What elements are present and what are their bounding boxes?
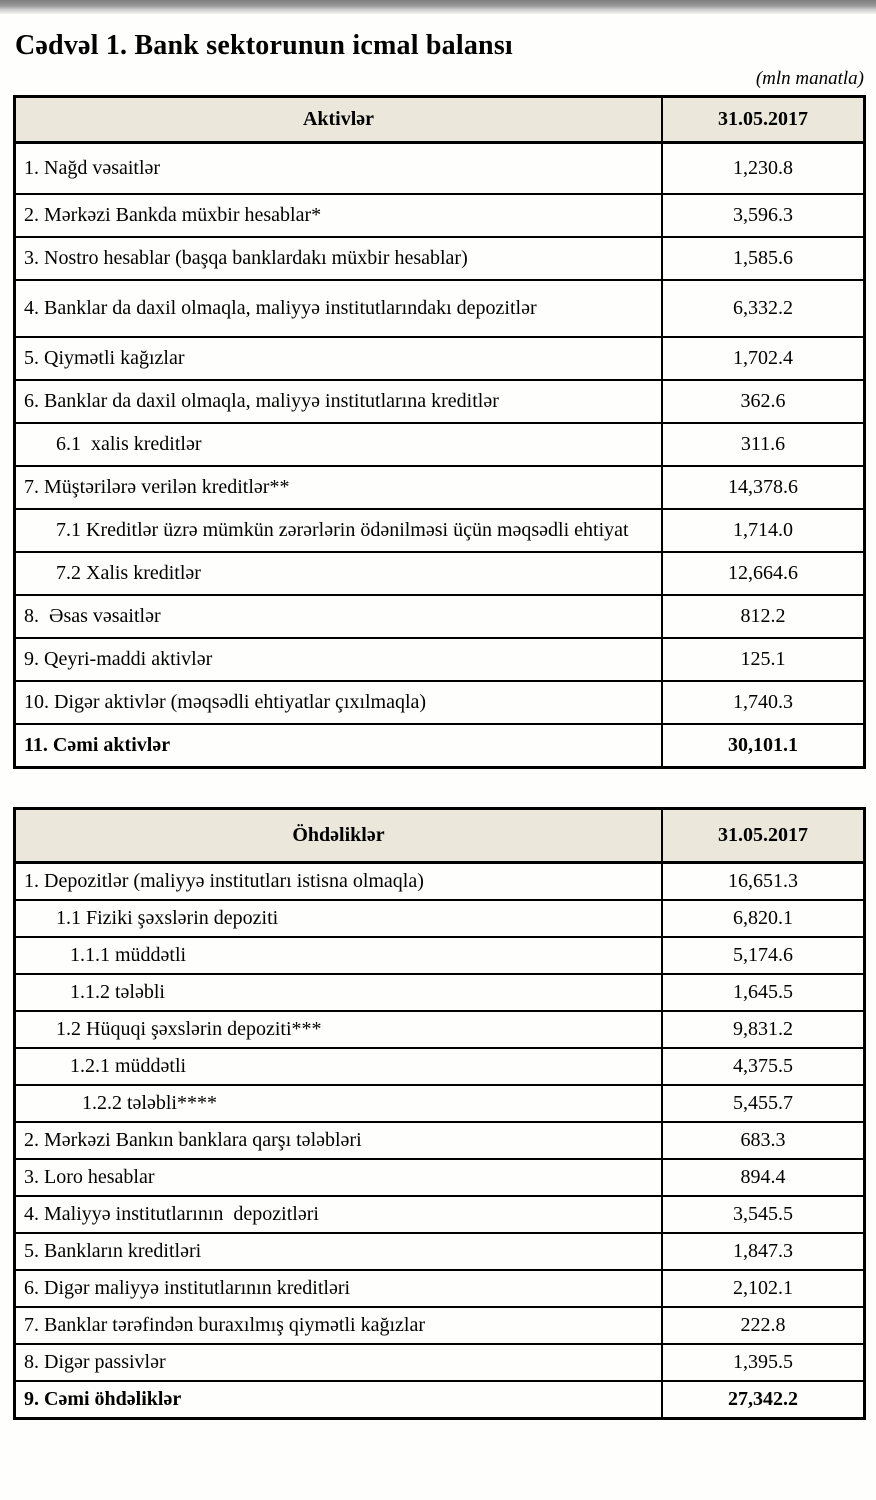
- row-label: 5. Qiymətli kağızlar: [15, 337, 663, 380]
- row-value: 1,645.5: [662, 974, 865, 1011]
- assets-table-body: [15, 143, 865, 768]
- row-value: 2,102.1: [662, 1270, 865, 1307]
- row-value: 1,702.4: [662, 337, 865, 380]
- row-label: 2. Mərkəzi Bankın banklara qarşı tələbləri: [15, 1122, 663, 1159]
- table-row: [15, 509, 865, 552]
- table-row: [15, 1381, 865, 1419]
- row-value: 362.6: [662, 380, 865, 423]
- table-row: [15, 1270, 865, 1307]
- table-row: [15, 380, 865, 423]
- row-label: 1.2 Hüquqi şəxslərin depoziti***: [15, 1011, 663, 1048]
- row-value: 12,664.6: [662, 552, 865, 595]
- row-value: 1,230.8: [662, 143, 865, 195]
- row-value: 1,395.5: [662, 1344, 865, 1381]
- table-row: [15, 237, 865, 280]
- liabilities-table-header: [15, 809, 865, 863]
- table-row: [15, 974, 865, 1011]
- row-value: 3,596.3: [662, 194, 865, 237]
- row-value: 6,820.1: [662, 900, 865, 937]
- table-row: [15, 1011, 865, 1048]
- table-row: [15, 681, 865, 724]
- row-value: 311.6: [662, 423, 865, 466]
- row-label: 1. Depozitlər (maliyyə institutları istisna olmaqla): [15, 863, 663, 901]
- row-label: 9. Cəmi öhdəliklər: [15, 1381, 663, 1419]
- table-row: [15, 1307, 865, 1344]
- row-value: 5,174.6: [662, 937, 865, 974]
- row-label: 6. Banklar da daxil olmaqla, maliyyə institutlarına kreditlər: [15, 380, 663, 423]
- row-value: 1,714.0: [662, 509, 865, 552]
- liabilities-table: [13, 807, 866, 1420]
- row-label: 1.1.1 müddətli: [15, 937, 663, 974]
- row-label: 6. Digər maliyyə institutlarının kreditləri: [15, 1270, 663, 1307]
- row-label: 1.2.2 tələbli****: [15, 1085, 663, 1122]
- row-label: 4. Maliyyə institutlarının depozitləri: [15, 1196, 663, 1233]
- table-row: [15, 900, 865, 937]
- window-top-edge: [0, 0, 876, 14]
- table-row: [15, 724, 865, 768]
- assets-table-header: [15, 97, 865, 143]
- row-value: 30,101.1: [662, 724, 865, 768]
- row-label: 2. Mərkəzi Bankda müxbir hesablar*: [15, 194, 663, 237]
- page-content: [0, 30, 876, 1420]
- row-value: 1,585.6: [662, 237, 865, 280]
- header-row: [15, 97, 865, 143]
- header-row: [15, 809, 865, 863]
- assets-table: [13, 95, 866, 769]
- row-label: 8. Əsas vəsaitlər: [15, 595, 663, 638]
- row-label: 11. Cəmi aktivlər: [15, 724, 663, 768]
- row-label: 8. Digər passivlər: [15, 1344, 663, 1381]
- row-label: 1.2.1 müddətli: [15, 1048, 663, 1085]
- table-row: [15, 595, 865, 638]
- row-value: 894.4: [662, 1159, 865, 1196]
- liabilities-table-body: [15, 863, 865, 1419]
- table-row: [15, 937, 865, 974]
- table-row: [15, 638, 865, 681]
- unit-note: (mln manatla): [755, 68, 864, 89]
- row-label: 4. Banklar da daxil olmaqla, maliyyə institutlarındakı depozitlər: [15, 280, 663, 337]
- liabilities-header-label: Öhdəliklər: [15, 809, 663, 863]
- row-label: 6.1 xalis kreditlər: [15, 423, 663, 466]
- liabilities-header-date: 31.05.2017: [662, 809, 865, 863]
- row-value: 1,847.3: [662, 1233, 865, 1270]
- row-value: 27,342.2: [662, 1381, 865, 1419]
- table-row: [15, 1344, 865, 1381]
- row-value: 3,545.5: [662, 1196, 865, 1233]
- row-label: 7. Banklar tərəfindən buraxılmış qiymətli kağızlar: [15, 1307, 663, 1344]
- table-row: [15, 143, 865, 195]
- row-value: 16,651.3: [662, 863, 865, 901]
- row-value: 4,375.5: [662, 1048, 865, 1085]
- table-row: [15, 466, 865, 509]
- row-label: 1.1.2 tələbli: [15, 974, 663, 1011]
- table-row: [15, 280, 865, 337]
- table-row: [15, 1122, 865, 1159]
- row-label: 7.2 Xalis kreditlər: [15, 552, 663, 595]
- table-row: [15, 1048, 865, 1085]
- row-label: 10. Digər aktivlər (məqsədli ehtiyatlar çıxılmaqla): [15, 681, 663, 724]
- row-value: 1,740.3: [662, 681, 865, 724]
- row-label: 3. Nostro hesablar (başqa banklardakı müxbir hesablar): [15, 237, 663, 280]
- row-value: 5,455.7: [662, 1085, 865, 1122]
- table-row: [15, 1233, 865, 1270]
- table-row: [15, 552, 865, 595]
- row-value: 14,378.6: [662, 466, 865, 509]
- row-value: 683.3: [662, 1122, 865, 1159]
- row-label: 7. Müştərilərə verilən kreditlər**: [15, 466, 663, 509]
- table-row: [15, 863, 865, 901]
- row-value: 812.2: [662, 595, 865, 638]
- row-value: 9,831.2: [662, 1011, 865, 1048]
- table-row: [15, 337, 865, 380]
- row-label: 3. Loro hesablar: [15, 1159, 663, 1196]
- row-label: 7.1 Kreditlər üzrə mümkün zərərlərin ödənilməsi üçün məqsədli ehtiyat: [15, 509, 663, 552]
- table-row: [15, 1159, 865, 1196]
- row-value: 222.8: [662, 1307, 865, 1344]
- table-row: [15, 1196, 865, 1233]
- table-row: [15, 423, 865, 466]
- assets-header-label: Aktivlər: [15, 97, 663, 143]
- row-label: 1.1 Fiziki şəxslərin depoziti: [15, 900, 663, 937]
- row-value: 6,332.2: [662, 280, 865, 337]
- assets-header-date: 31.05.2017: [662, 97, 865, 143]
- row-label: 1. Nağd vəsaitlər: [15, 143, 663, 195]
- page-title: Cədvəl 1. Bank sektorunun icmal balansı: [15, 30, 513, 61]
- row-label: 9. Qeyri-maddi aktivlər: [15, 638, 663, 681]
- table-row: [15, 1085, 865, 1122]
- row-value: 125.1: [662, 638, 865, 681]
- row-label: 5. Bankların kreditləri: [15, 1233, 663, 1270]
- table-row: [15, 194, 865, 237]
